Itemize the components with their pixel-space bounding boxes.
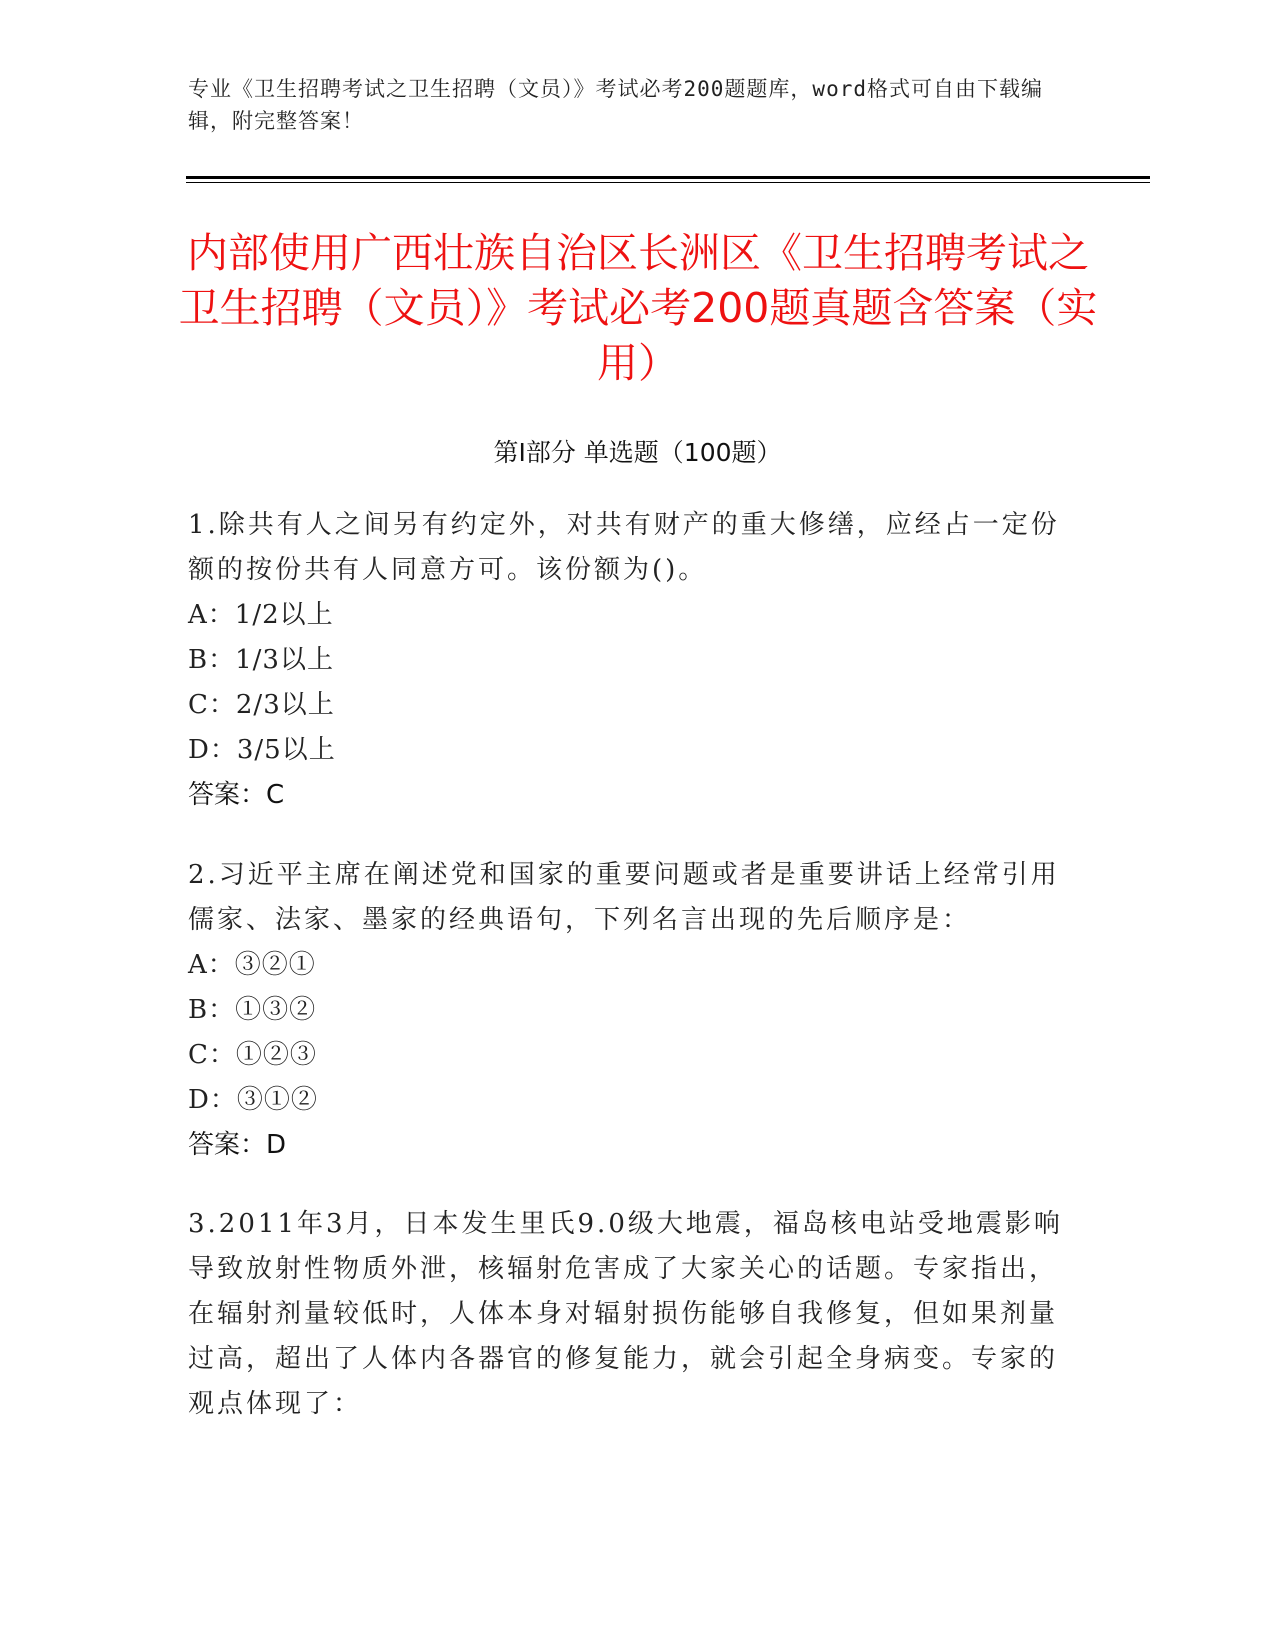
question-stem: 3.2011年3月，日本发生里氏9.0级大地震，福岛核电站受地震影响导致放射性物质外泄，核辐射危害成了大家关心的话题。专家指出，在辐射剂量较低时，人体本身对辐射损伤能够自我修复，但如果剂量过高，超出了人体内各器官的修复能力，就会引起全身病变。专家的观点体现了： [188, 1209, 1063, 1419]
option-b: B：1/3以上 [188, 645, 334, 675]
question-3 [188, 1202, 1078, 1427]
option-d: D：③①② [188, 1085, 318, 1115]
answer: 答案：C [188, 780, 285, 810]
section-title: 第Ⅰ部分 单选题（100题） [493, 438, 782, 467]
header-rule-thin [186, 182, 1150, 183]
option-a: A：③②① [188, 950, 316, 980]
option-a: A：1/2以上 [188, 600, 334, 630]
question-stem: 1.除共有人之间另有约定外，对共有财产的重大修缮，应经占一定份额的按份共有人同意方可。该份额为()。 [188, 510, 1060, 585]
document-title: 内部使用广西壮族自治区长洲区《卫生招聘考试之卫生招聘（文员）》考试必考200题真题含答案（实用） [178, 229, 1098, 387]
option-c: C：①②③ [188, 1040, 317, 1070]
question-1 [188, 503, 1078, 818]
question-stem: 2.习近平主席在阐述党和国家的重要问题或者是重要讲话上经常引用儒家、法家、墨家的经典语句，下列名言出现的先后顺序是： [188, 860, 1060, 935]
intro-text: 专业《卫生招聘考试之卫生招聘（文员）》考试必考200题题库，word格式可自由下载编辑，附完整答案！ [188, 77, 1043, 133]
option-b: B：①③② [188, 995, 317, 1025]
option-c: C：2/3以上 [188, 690, 335, 720]
answer: 答案：D [188, 1130, 287, 1160]
option-d: D：3/5以上 [188, 735, 336, 765]
header-rule-thick [186, 176, 1150, 179]
question-2 [188, 853, 1078, 1168]
